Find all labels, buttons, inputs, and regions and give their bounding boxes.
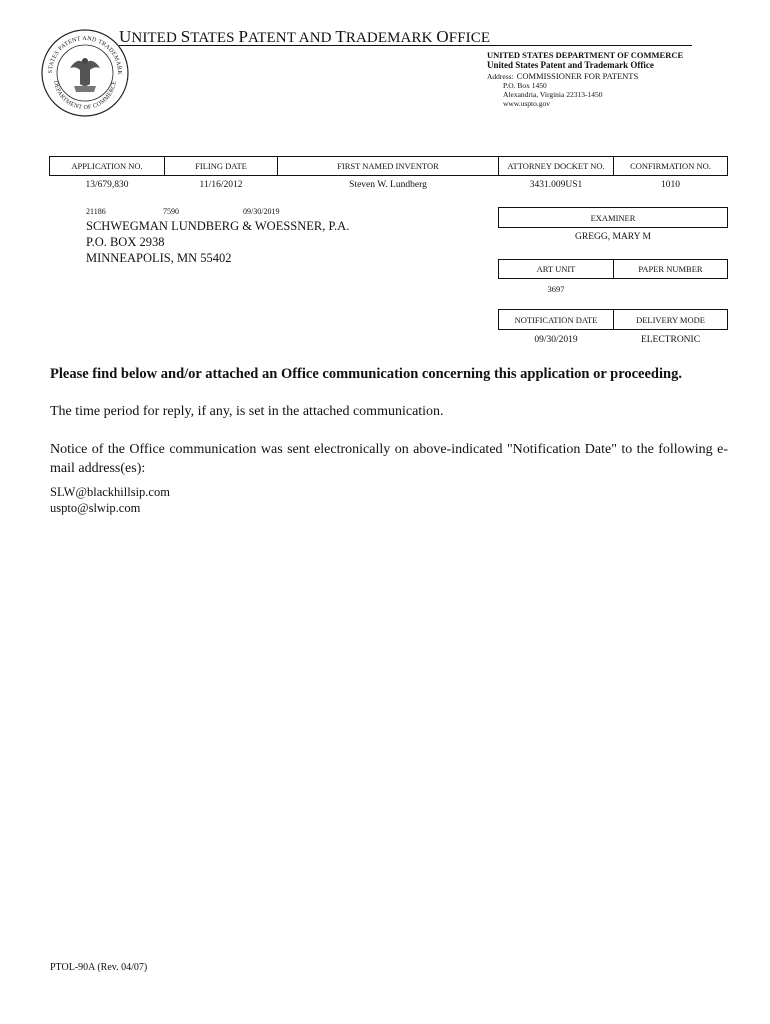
letterhead-rule [119, 45, 692, 46]
correspondence-date: 09/30/2019 [243, 207, 280, 216]
uspto-seal-icon [40, 28, 130, 118]
header-delivery-mode: DELIVERY MODE [613, 309, 728, 330]
value-application-no: 13/679,830 [85, 180, 129, 190]
seal-text-top: STATES PATENT AND TRADEMARK [47, 35, 123, 76]
value-first-named-inventor: Steven W. Lundberg [349, 180, 427, 190]
header-first-named-inventor: FIRST NAMED INVENTOR [277, 156, 499, 176]
address-line: SCHWEGMAN LUNDBERG & WOESSNER, P.A. [86, 219, 350, 233]
correspondence-code: 7590 [163, 207, 179, 216]
office-title: UNITED STATES PATENT AND TRADEMARK OFFICE [119, 27, 491, 46]
header-notification-date: NOTIFICATION DATE [498, 309, 614, 330]
header-attorney-docket-no: ATTORNEY DOCKET NO. [498, 156, 614, 176]
email-address: SLW@blackhillsip.com [50, 485, 170, 499]
address-line: MINNEAPOLIS, MN 55402 [86, 251, 232, 265]
value-confirmation-no: 1010 [661, 180, 680, 190]
notice-text: Notice of the Office communication was sent electronically on above-indicated "Notification Date" to the following e-mail address(es): [50, 442, 728, 476]
uspto-seal [40, 28, 130, 118]
header-filing-date: FILING DATE [164, 156, 278, 176]
address-label: Address: [487, 72, 514, 81]
header-art-unit: ART UNIT [498, 259, 614, 279]
value-notification-date: 09/30/2019 [534, 335, 578, 345]
header-examiner: EXAMINER [498, 207, 728, 228]
agency-name: United States Patent and Trademark Office [487, 60, 654, 70]
department-name: UNITED STATES DEPARTMENT OF COMMERCE [487, 50, 684, 60]
value-delivery-mode: ELECTRONIC [640, 335, 701, 345]
seal-text-bottom: DEPARTMENT OF COMMERCE [52, 80, 118, 112]
email-address: uspto@slwip.com [50, 501, 141, 515]
header-confirmation-no: CONFIRMATION NO. [613, 156, 728, 176]
form-identifier: PTOL-90A (Rev. 04/07) [50, 962, 148, 973]
header-paper-number: PAPER NUMBER [613, 259, 728, 279]
address-line: Alexandria, Virginia 22313-1450 [503, 90, 603, 99]
reply-period-text: The time period for reply, if any, is set in the attached communication. [50, 404, 444, 419]
address-line: www.uspto.gov [503, 99, 551, 108]
communication-headline: Please find below and/or attached an Office communication concerning this application or proceeding. [50, 366, 682, 382]
address-line: P.O. BOX 2938 [86, 235, 165, 249]
value-examiner-name: GREGG, MARY M [575, 232, 651, 242]
value-art-unit: 3697 [547, 284, 565, 294]
address-to: COMMISSIONER FOR PATENTS [516, 71, 639, 81]
email-list [50, 484, 170, 516]
address-lines [503, 81, 602, 108]
address-line: P.O. Box 1450 [503, 81, 547, 90]
value-attorney-docket-no: 3431.009US1 [529, 180, 583, 190]
header-application-no: APPLICATION NO. [49, 156, 165, 176]
customer-number: 21186 [86, 207, 106, 216]
correspondence-address [86, 218, 349, 266]
value-filing-date: 11/16/2012 [199, 180, 243, 190]
